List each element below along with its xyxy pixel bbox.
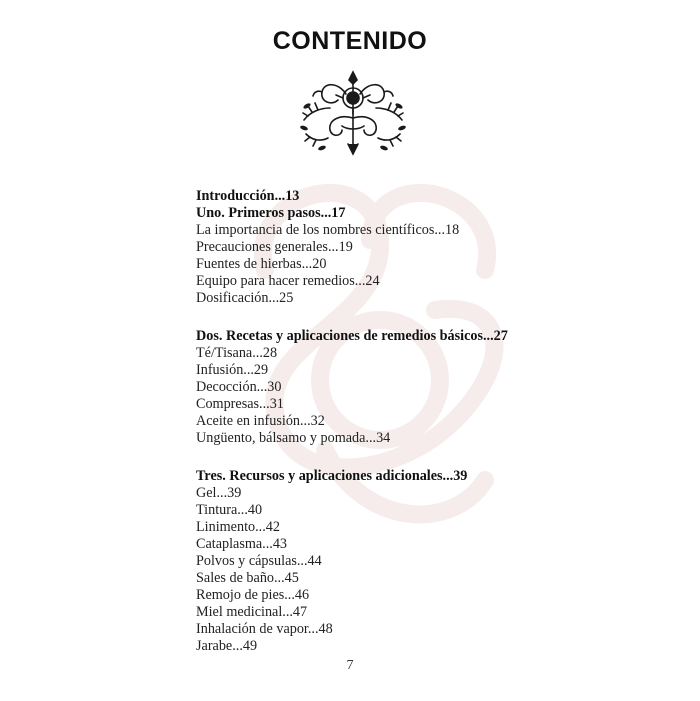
toc-chapter-heading: Introducción...13 — [196, 188, 300, 204]
toc-entry: Aceite en infusión...32 — [196, 413, 325, 429]
toc-entry: Polvos y cápsulas...44 — [196, 553, 322, 569]
floral-ornament-icon — [298, 68, 408, 156]
toc-entry: Fuentes de hierbas...20 — [196, 256, 327, 272]
page-title: CONTENIDO — [272, 27, 428, 55]
page-number: 7 — [346, 658, 354, 673]
toc-entry: Decocción...30 — [196, 379, 282, 395]
toc-entry: Remojo de pies...46 — [196, 587, 310, 603]
toc-entry: Té/Tisana...28 — [196, 345, 278, 361]
toc-chapter-heading: Dos. Recetas y aplicaciones de remedios básicos...27 — [196, 328, 508, 344]
toc-entry: Linimento...42 — [196, 519, 280, 535]
toc-section — [196, 468, 656, 655]
toc-chapter-heading: Tres. Recursos y aplicaciones adicionales...39 — [196, 468, 468, 484]
toc-entry: Dosificación...25 — [196, 290, 294, 306]
toc-entry: Precauciones generales...19 — [196, 239, 353, 255]
toc-entry: Inhalación de vapor...48 — [196, 621, 333, 637]
toc-entry: La importancia de los nombres científicos...18 — [196, 222, 460, 238]
toc-entry: Compresas...31 — [196, 396, 284, 412]
toc-entry: Cataplasma...43 — [196, 536, 288, 552]
table-of-contents — [196, 188, 656, 676]
toc-section — [196, 328, 656, 447]
toc-entry: Gel...39 — [196, 485, 242, 501]
toc-entry: Sales de baño...45 — [196, 570, 299, 586]
toc-entry: Equipo para hacer remedios...24 — [196, 273, 380, 289]
toc-entry: Ungüento, bálsamo y pomada...34 — [196, 430, 391, 446]
toc-section — [196, 188, 656, 307]
toc-entry: Jarabe...49 — [196, 638, 258, 654]
toc-entry: Infusión...29 — [196, 362, 269, 378]
toc-entry: Tintura...40 — [196, 502, 263, 518]
toc-chapter-heading: Uno. Primeros pasos...17 — [196, 205, 346, 221]
toc-entry: Miel medicinal...47 — [196, 604, 308, 620]
